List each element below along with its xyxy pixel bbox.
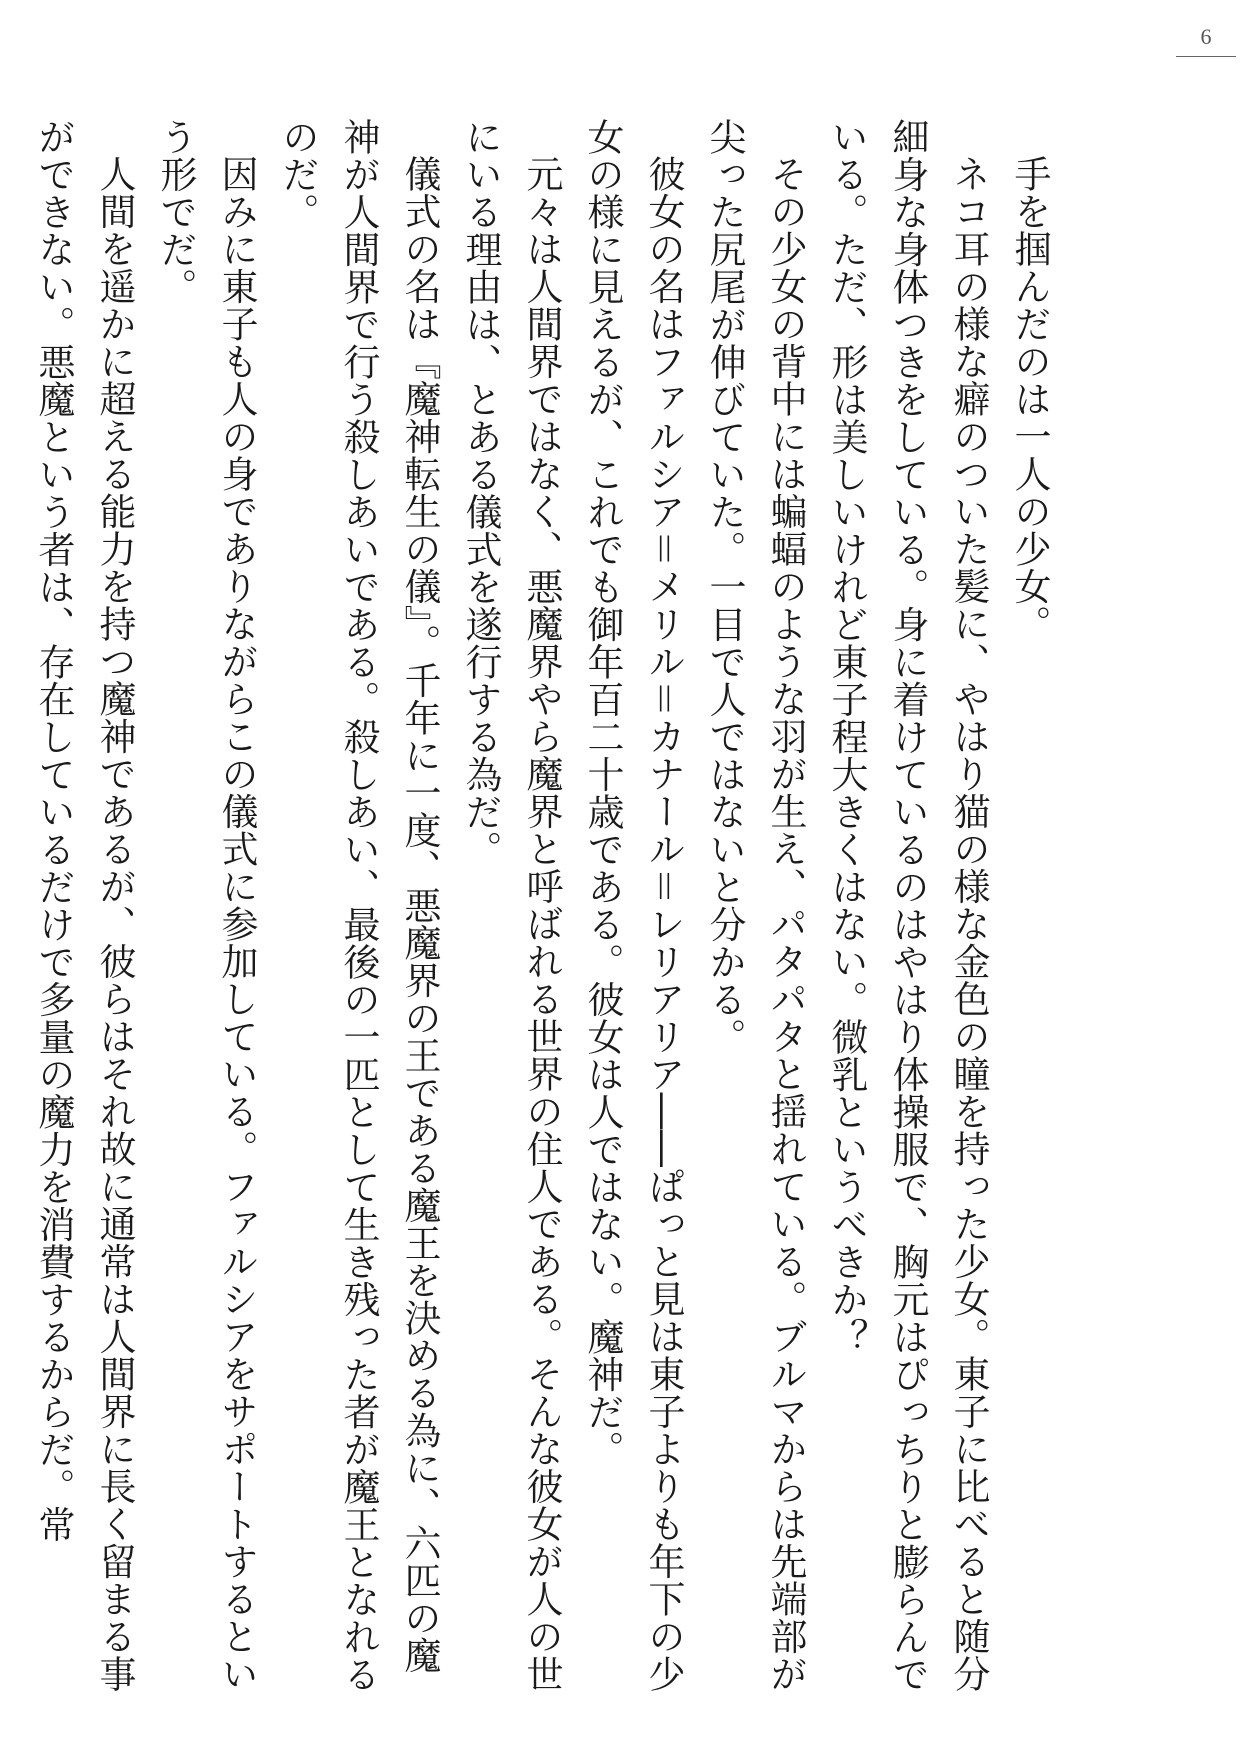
paragraph: 儀式の名は『魔神転生の儀』。千年に一度、悪魔界の王である魔王を決める為に、六匹の魔神が人間界で行う殺しあいである。殺しあい、最後の一匹として生き残った者が魔王となれるのだ。 — [276, 118, 441, 1693]
body-text — [32, 118, 1060, 1698]
paragraph: ネコ耳の様な癖のついた髪に、やはり猫の様な金色の瞳を持った少女。東子に比べると随分細身な身体つきをしている。身に着けているのはやはり体操服で、胸元はぴっちりと膨らんでいる。ただ、形は美しいけれど東子程大きくはない。微乳というべきか？ — [825, 118, 990, 1693]
paragraph: その少女の背中には蝙蝠のような羽が生え、パタパタと揺れている。ブルマからは先端部が尖った尻尾が伸びていた。一目で人ではないと分かる。 — [703, 118, 807, 1693]
paragraph: 因みに東子も人の身でありながらこの儀式に参加している。ファルシアをサポートするという形でだ。 — [154, 118, 258, 1693]
page-number-rule — [1176, 56, 1236, 57]
paragraph: 人間を遥かに超える能力を持つ魔神であるが、彼らはそれ故に通常は人間界に長く留まる事ができない。悪魔という者は、存在しているだけで多量の魔力を消費するからだ。常 — [32, 118, 136, 1693]
paragraph: 彼女の名はファルシア＝メリル＝カナール＝レリアリア――ぱっと見は東子よりも年下の少女の様に見えるが、これでも御年百二十歳である。彼女は人ではない。魔神だ。 — [581, 118, 685, 1693]
page-number: 6 — [1200, 24, 1212, 49]
paragraph: 元々は人間界ではなく、悪魔界やら魔界と呼ばれる世界の住人である。そんな彼女が人の世にいる理由は、とある儀式を遂行する為だ。 — [459, 118, 563, 1693]
paragraph: 手を掴んだのは一人の少女。 — [1008, 155, 1051, 643]
